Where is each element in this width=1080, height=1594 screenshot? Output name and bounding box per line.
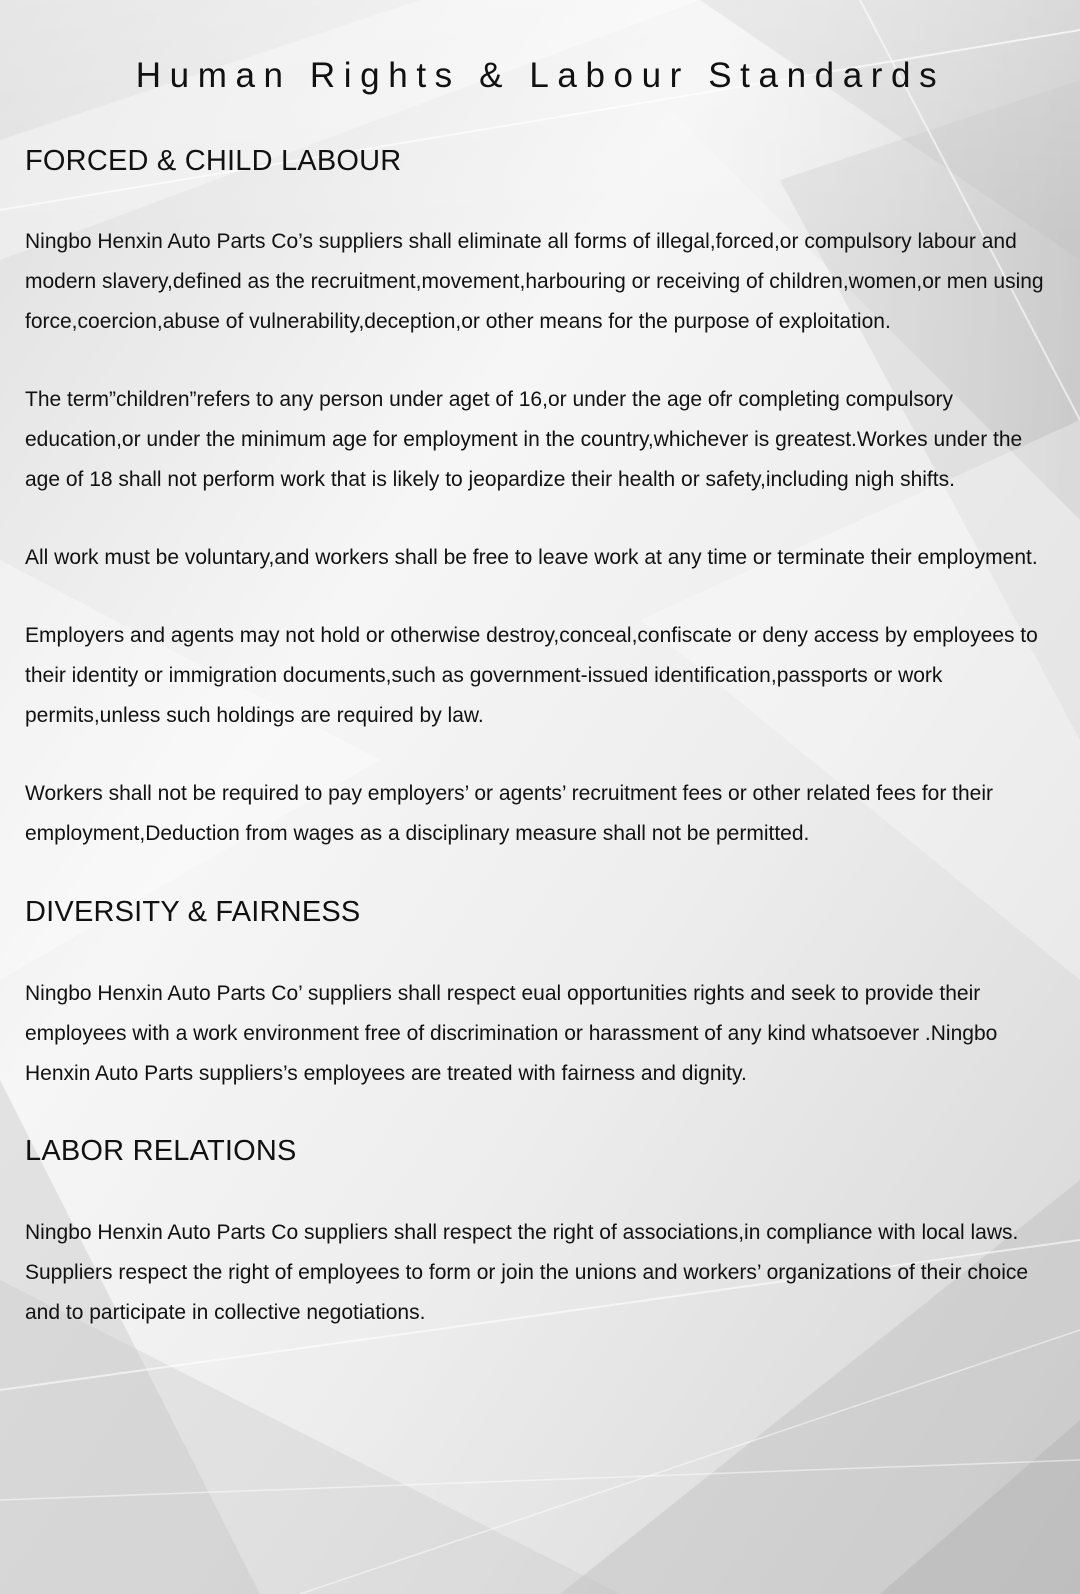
paragraph-equal-opportunities: Ningbo Henxin Auto Parts Co’ suppliers shall respect eual opportunities rights and seek to provide their employees with a work environment free of discrimination or harassment of any kind whatsoever .Ningbo Henxin Auto Parts suppliers’s employees are treated with fairness and dignity. xyxy=(25,982,998,1085)
paragraph-recruitment-fees: Workers shall not be required to pay employers’ or agents’ recruitment fees or other related fees for their employment,Deduction from wages as a disciplinary measure shall not be permitted. xyxy=(25,782,994,845)
section-heading-labor-relations: LABOR RELATIONS xyxy=(25,1135,297,1167)
paragraph-voluntary-work: All work must be voluntary,and workers shall be free to leave work at any time or terminate their employment. xyxy=(25,546,1038,569)
paragraph-children-definition: The term”children”refers to any person under aget of 16,or under the age ofr completing compulsory education,or under the minimum age for employment in the country,whichever is greatest.Workes under the age of 18 shall not perform work that is likely to jeopardize their health or safety,including nigh shifts. xyxy=(25,388,1023,491)
paragraph-right-of-association: Ningbo Henxin Auto Parts Co suppliers shall respect the right of associations,in compliance with local laws. Suppliers respect the right of employees to form or join the unions and workers’ organizations of their choice and to participate in collective negotiations. xyxy=(25,1221,1029,1324)
section-heading-diversity-fairness: DIVERSITY & FAIRNESS xyxy=(25,896,361,928)
section-forced-child-labour xyxy=(25,141,1056,854)
section-labor-relations xyxy=(25,1131,1056,1333)
section-heading-forced-child-labour: FORCED & CHILD LABOUR xyxy=(25,145,402,177)
paragraph-identity-documents: Employers and agents may not hold or otherwise destroy,conceal,confiscate or deny access by employees to their identity or immigration documents,such as government-issued identification,passports or work permits,unless such holdings are required by law. xyxy=(25,624,1038,727)
paragraph-forced-labour: Ningbo Henxin Auto Parts Co’s suppliers shall eliminate all forms of illegal,forced,or compulsory labour and modern slavery,defined as the recruitment,movement,harbouring or receiving of children,women,or men using force,coercion,abuse of vulnerability,deception,or other means for the purpose of exploitation. xyxy=(25,230,1044,333)
section-diversity-fairness xyxy=(25,892,1056,1094)
page-title: Human Rights & Labour Standards xyxy=(135,56,946,95)
